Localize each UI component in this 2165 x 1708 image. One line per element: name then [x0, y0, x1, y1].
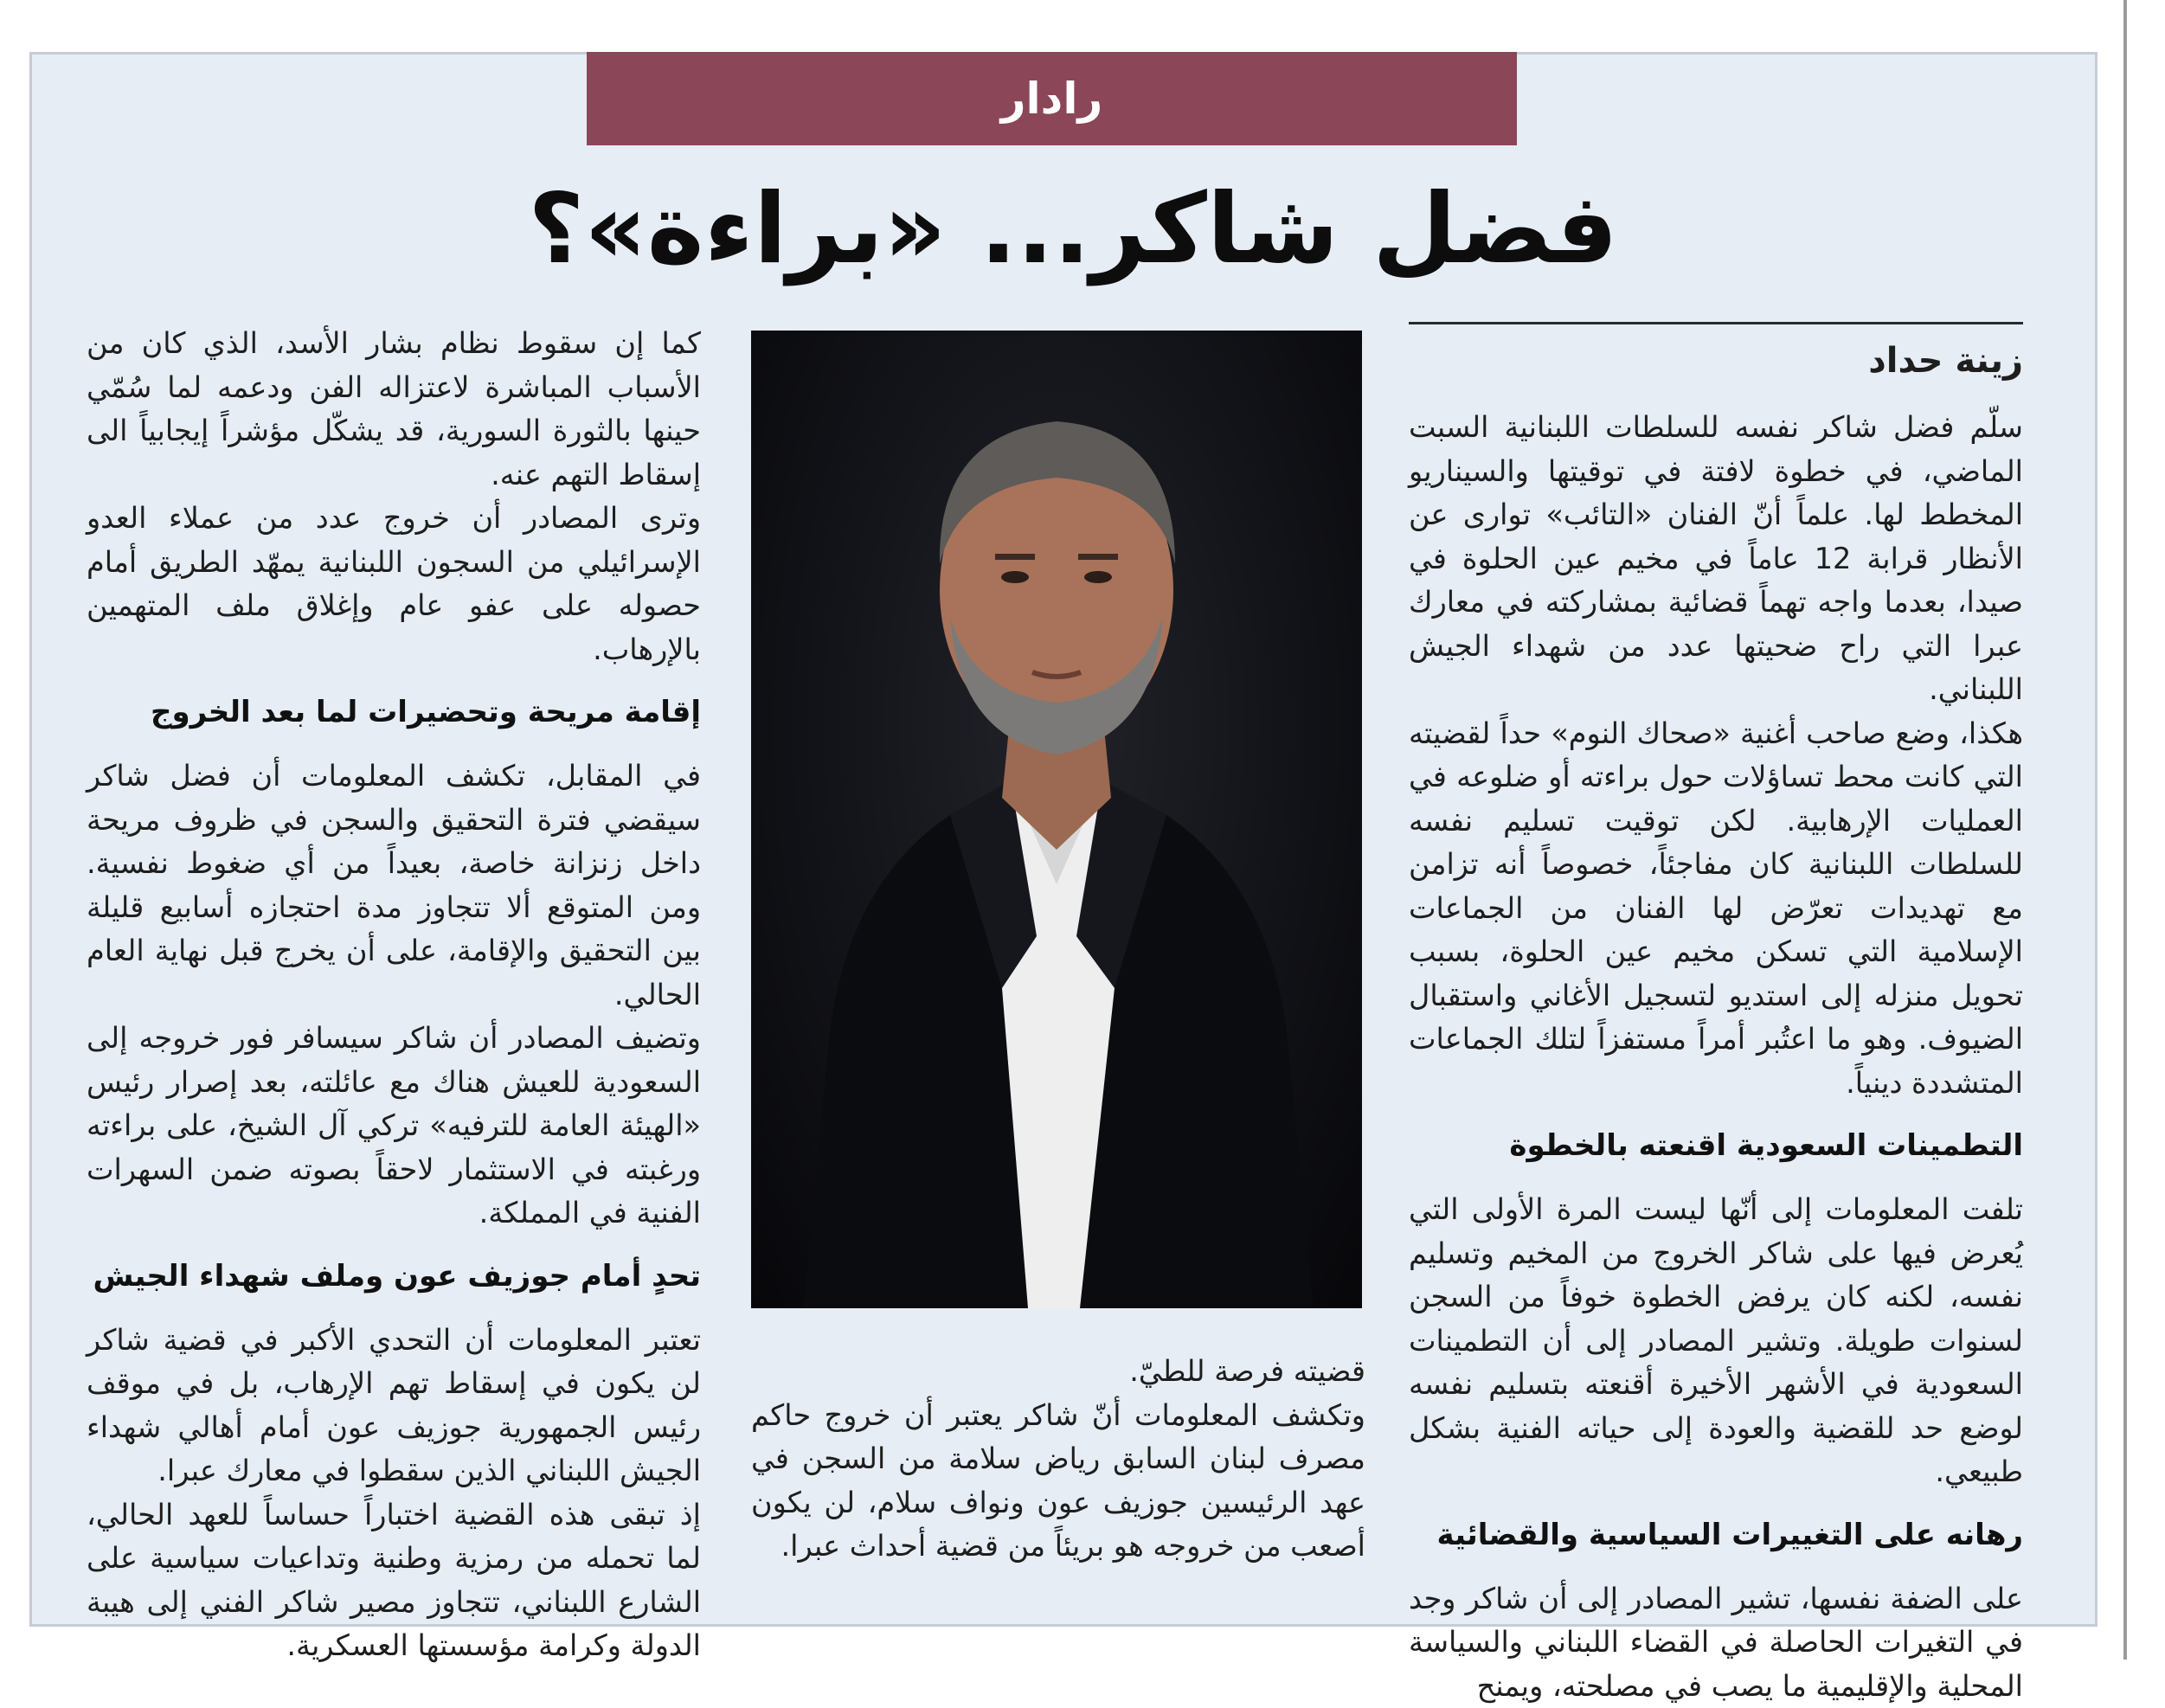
- article-paragraph: كما إن سقوط نظام بشار الأسد، الذي كان من الأسباب المباشرة لاعتزاله الفن ودعمه لما سُمّي حينها بالثورة السورية، قد يشكّل مؤشراً إيجابياً الى إسقاط التهم عنه.: [87, 322, 701, 497]
- article-paragraph: وترى المصادر أن خروج عدد من عملاء العدو الإسرائيلي من السجون اللبنانية يمهّد الطريق أمام حصوله على عفو عام وإغلاق ملف المتهمين بالإرهاب.: [87, 497, 701, 671]
- author-divider: [1409, 322, 2023, 324]
- article-paragraph: على الضفة نفسها، تشير المصادر إلى أن شاكر وجد في التغيرات الحاصلة في القضاء اللبناني والسياسة المحلية والإقليمية ما يصب في مصلحته، ويمنح: [1409, 1577, 2023, 1708]
- article-paragraph: إذ تبقى هذه القضية اختباراً حساساً للعهد الحالي، لما تحمله من رمزية وطنية وتداعيات سياسية على الشارع اللبناني، تتجاوز مصير شاكر الفني إلى هيبة الدولة وكرامة مؤسستها العسكرية.: [87, 1493, 701, 1668]
- article-paragraph: في المقابل، تكشف المعلومات أن فضل شاكر سيقضي فترة التحقيق والسجن في ظروف مريحة داخل زنزانة خاصة، بعيداً من أي ضغوط نفسية. ومن المتوقع ألا تتجاوز مدة احتجازه أسابيع قليلة بين التحقيق والإقامة، على أن يخرج قبل نهاية العام الحالي.: [87, 754, 701, 1017]
- left-column: [87, 322, 701, 1668]
- author-byline: زينة حداد: [1409, 337, 2023, 385]
- subheading: إقامة مريحة وتحضيرات لما بعد الخروج: [87, 690, 701, 734]
- subheading: رهانه على التغييرات السياسية والقضائية: [1409, 1513, 2023, 1557]
- subheading: التطمينات السعودية اقنعته بالخطوة: [1409, 1124, 2023, 1167]
- section-banner: [587, 52, 1517, 145]
- article-paragraph: وتكشف المعلومات أنّ شاكر يعتبر أن خروج حاكم مصرف لبنان السابق رياض سلامة من السجن في عهد الرئيسين جوزيف عون ونواف سلام، لن يكون أصعب من خروجه هو بريئاً من قضية أحداث عبرا.: [751, 1394, 1365, 1569]
- section-label: رادار: [1001, 74, 1103, 124]
- article-paragraph: تعتبر المعلومات أن التحدي الأكبر في قضية شاكر لن يكون في إسقاط تهم الإرهاب، بل في موقف رئيس الجمهورية جوزيف عون أمام أهالي شهداء الجيش اللبناني الذين سقطوا في معارك عبرا.: [87, 1319, 701, 1493]
- portrait-illustration: [751, 331, 1362, 1308]
- article-headline: فضل شاكر... «براءة»؟: [433, 164, 1713, 294]
- article-paragraph: هكذا، وضع صاحب أغنية «صحاك النوم» حداً لقضيته التي كانت محط تساؤلات حول براءته أو ضلوعه في العمليات الإرهابية. لكن توقيت تسليم نفسه للسلطات اللبنانية كان مفاجئاً، خصوصاً أنه تزامن مع تهديدات تعرّض لها الفنان من الجماعات الإسلامية التي تسكن مخيم عين الحلوة، بسبب تحويل منزله إلى استديو لتسجيل الأغاني واستقبال الضيوف. وهو ما اعتُبر أمراً مستفزاً لتلك الجماعات المتشددة دينياً.: [1409, 712, 2023, 1106]
- article-paragraph: تلفت المعلومات إلى أنّها ليست المرة الأولى التي يُعرض فيها على شاكر الخروج من المخيم وتسليم نفسه، لكنه كان يرفض الخطوة خوفاً من السجن لسنوات طويلة. وتشير المصادر إلى أن التطمينات السعودية في الأشهر الأخيرة أقنعته بتسليم نفسه لوضع حد للقضية والعودة إلى حياته الفنية بشكل طبيعي.: [1409, 1188, 2023, 1494]
- subheading: تحدٍ أمام جوزيف عون وملف شهداء الجيش: [87, 1255, 701, 1298]
- page-edge-rule: [2123, 0, 2127, 1660]
- article-paragraph: قضيته فرصة للطيّ.: [751, 1350, 1365, 1394]
- right-column: [1409, 322, 2023, 1708]
- middle-column: [751, 1350, 1365, 1569]
- article-paragraph: سلّم فضل شاكر نفسه للسلطات اللبنانية السبت الماضي، في خطوة لافتة في توقيتها والسيناريو المخطط لها. علماً أنّ الفنان «التائب» توارى عن الأنظار قرابة 12 عاماً في مخيم عين الحلوة في صيدا، بعدما واجه تهماً قضائية بمشاركته في معارك عبرا التي راح ضحيتها عدد من شهداء الجيش اللبناني.: [1409, 406, 2023, 712]
- article-paragraph: وتضيف المصادر أن شاكر سيسافر فور خروجه إلى السعودية للعيش هناك مع عائلته، بعد إصرار رئيس «الهيئة العامة للترفيه» تركي آل الشيخ، على براءته ورغبته في الاستثمار لاحقاً بصوته ضمن السهرات الفنية في المملكة.: [87, 1017, 701, 1236]
- portrait-photo: [751, 331, 1362, 1308]
